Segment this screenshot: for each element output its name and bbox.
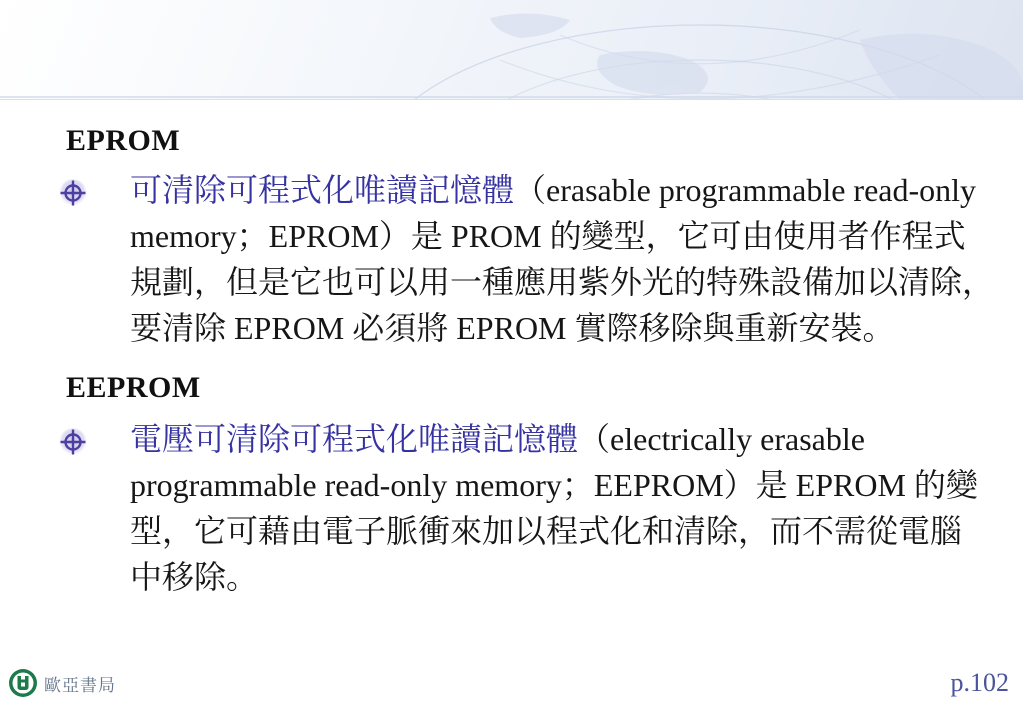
paragraph-eeprom — [130, 416, 1010, 600]
text-line — [130, 305, 1010, 351]
body-text: （erasable programmable read-only — [514, 172, 977, 208]
body-text: （electrically erasable — [578, 421, 865, 457]
body-text: 中移除。 — [130, 559, 259, 595]
body-text: 型，它可藉由電子脈衝來加以程式化和清除，而不需從電腦 — [130, 513, 963, 549]
text-line — [130, 213, 1010, 259]
section-heading-eprom: EPROM — [66, 124, 181, 157]
section-heading-eeprom: EEPROM — [66, 371, 201, 404]
body-text: programmable read-only memory；EEPROM）是 EPROM 的變 — [130, 467, 978, 503]
body-text: memory；EPROM）是 PROM 的變型，它可由使用者作程式 — [130, 218, 966, 254]
text-line — [130, 508, 1010, 554]
body-text: 要清除 EPROM 必須將 EPROM 實際移除與重新安裝。 — [130, 310, 895, 346]
crosshair-sphere-bullet-icon — [58, 427, 88, 457]
header-banner — [0, 0, 1023, 100]
text-line — [130, 554, 1010, 600]
eurasia-books-logo-icon — [8, 668, 38, 698]
text-line — [130, 167, 1010, 213]
paragraph-eprom — [130, 167, 1010, 351]
lead-term: 可清除可程式化唯讀記憶體 — [130, 172, 515, 208]
publisher-logo — [8, 668, 116, 698]
publisher-name: 歐亞書局 — [44, 675, 116, 695]
text-line — [130, 462, 1010, 508]
crosshair-sphere-bullet-icon — [58, 178, 88, 208]
body-text: 規劃，但是它也可以用一種應用紫外光的特殊設備加以清除， — [130, 264, 995, 300]
globe-graphic — [0, 0, 1023, 100]
page-number: p.102 — [950, 668, 1009, 697]
text-line — [130, 416, 1010, 462]
lead-term: 電壓可清除可程式化唯讀記憶體 — [130, 421, 579, 457]
text-line — [130, 259, 1010, 305]
